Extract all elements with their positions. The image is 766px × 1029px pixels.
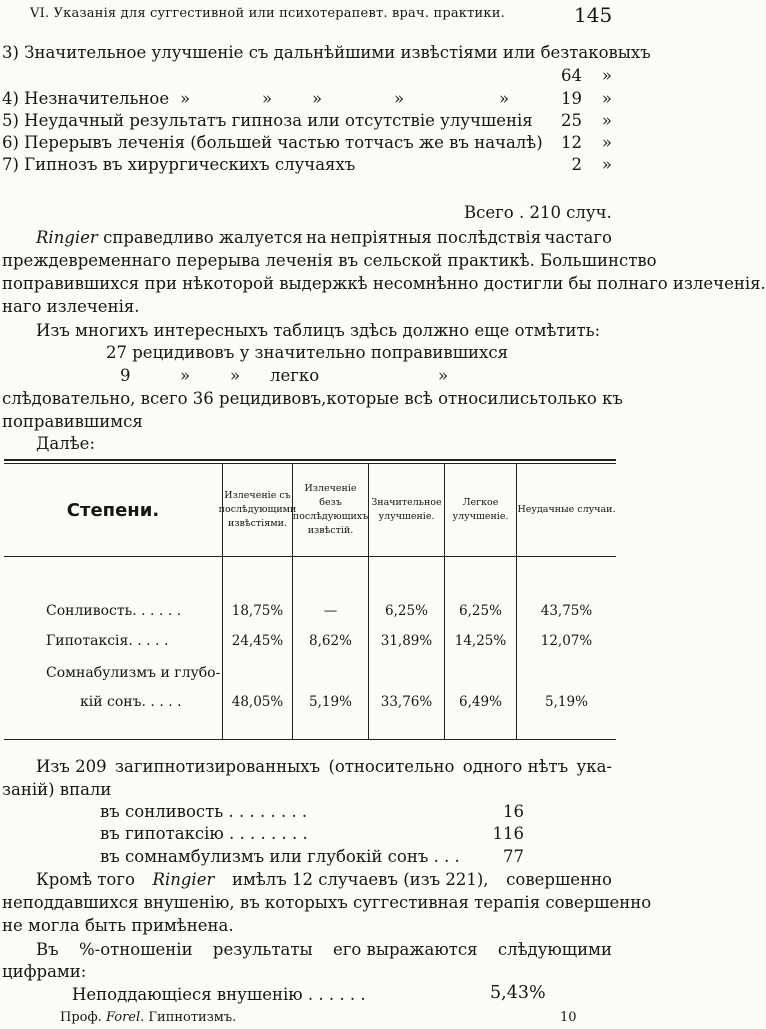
list-item-4: 4) Незначительное » » » » » 19 » [2, 89, 612, 108]
summary-count: 77 [503, 847, 524, 866]
list-item-6: 6) Перерывъ леченія (большей частью тотчасъ же въ началѣ) 12 » [2, 133, 612, 152]
list-item-7: 7) Гипнозъ въ хирургическихъ случаяхъ 2 » [2, 155, 612, 174]
further-label: Далѣе: [36, 434, 96, 453]
table-col-header: Неудачные случаи. [517, 504, 616, 515]
paragraph-2: Изъ многихъ интересныхъ таблицъ здѣсь должно еще отмѣтить: [36, 321, 601, 340]
paragraph-5-line1: Кромѣ того Ringier имѣлъ 12 случаевъ (изъ 221), совершенно [36, 870, 612, 889]
paragraph-6-line1: Въ %-отношеніи результаты его выражаются слѣдующими [36, 940, 612, 959]
paragraph-4-line1: Изъ 209 загипнотизированныхъ (относительно одного нѣтъ ука- [36, 757, 612, 776]
table-top-rule [4, 459, 616, 461]
count: 19 [561, 89, 582, 108]
list-item-5: 5) Неудачный результатъ гипноза или отсутствіе улучшенія 25 » [2, 111, 612, 130]
summary-count: 16 [503, 802, 524, 821]
count: 25 [561, 111, 582, 130]
table-cell: 43,75% [540, 603, 593, 619]
paragraph-3-line2: поправившимся [2, 412, 143, 431]
count: 12 [561, 133, 582, 152]
table-cell: — [323, 603, 338, 619]
table-cell: 6,49% [459, 694, 502, 710]
summary-count: 116 [492, 824, 524, 843]
paragraph-3-line1: слѣдовательно, всего 36 рецидивовъ, которые всѣ относились только къ [2, 389, 623, 408]
table-cell: 6,25% [385, 603, 428, 619]
final-line: Неподдающіеся внушенію . . . . . . [72, 985, 366, 1004]
paragraph-1-line1: Ringier справедливо жалуется на непріятныя послѣдствія частаго [36, 228, 612, 247]
paragraph-1-line3: поправившихся при нѣкоторой выдержкѣ несомнѣнно достигли бы полнаго излеченія. [2, 274, 766, 293]
table-row-label: Гипотаксія. . . . . [46, 633, 169, 649]
paragraph-6-line2: цифрами: [2, 962, 87, 981]
total-line: Всего . 210 случ. [464, 203, 612, 222]
table-cell: 6,25% [459, 603, 502, 619]
table-col-header: Значительное улучшеніе. [371, 497, 442, 522]
table-cell: 48,05% [231, 694, 284, 710]
table-header-rule [4, 556, 616, 557]
paragraph-5-line3: не могла быть примѣнена. [2, 916, 234, 935]
table-cell: 8,62% [309, 633, 352, 649]
table-cell: 33,76% [380, 694, 433, 710]
summary-item: въ сонливость . . . . . . . . [100, 802, 308, 821]
summary-item: въ сомнамбулизмъ или глубокій сонъ . . . [100, 847, 460, 866]
table-col-header: Излеченіе безъ послѣдующихъ извѣстій. [292, 483, 369, 536]
paragraph-5-line2: неподдавшихся внушенію, въ которыхъ суггестивная терапія совершенно [2, 893, 652, 912]
table-row-label-line2: кій сонъ. . . . . [80, 694, 182, 710]
table-cell: 12,07% [540, 633, 593, 649]
paragraph-1-line4: наго излеченія. [2, 297, 140, 316]
table-header-degree: Степени. [66, 499, 160, 521]
table-col-header: Излеченіе съ послѣдующими извѣстіями. [218, 490, 297, 529]
table-col-header: Легкое улучшеніе. [452, 497, 509, 522]
table-cell: 14,25% [454, 633, 507, 649]
relapse-line-2: 9 » » легко » [120, 366, 449, 385]
table-row-label-line1: Сомнабулизмъ и глубо- [46, 665, 221, 681]
paragraph-4-line2: заній) впали [2, 780, 112, 799]
summary-item: въ гипотаксію . . . . . . . . [100, 824, 308, 843]
final-value: 5,43% [490, 983, 546, 1003]
running-header: VI. Указанія для суггестивной или психотерапевт. врач. практики. [30, 6, 505, 21]
list-item-3-line2: 64 » [561, 66, 612, 85]
table-cell: 5,19% [545, 694, 588, 710]
table-row-label: Сонливость. . . . . . [46, 603, 182, 619]
list-item-3-line1: 3) Значительное улучшеніе съ дальнѣйшими извѣстіями или без таковыхъ [2, 43, 651, 62]
table-bottom-rule [4, 739, 616, 740]
relapse-line-1: 27 рецидивовъ у значительно поправившихся [106, 343, 509, 362]
table-cell: 18,75% [231, 603, 284, 619]
table-cell: 5,19% [309, 694, 352, 710]
table-cell: 31,89% [380, 633, 433, 649]
count: 2 [571, 155, 582, 174]
table-cell: 24,45% [231, 633, 284, 649]
count: 64 [561, 66, 582, 85]
footer-author: Проф. Forel. Гипнотизмъ. [60, 1010, 237, 1025]
signature-number: 10 [560, 1010, 577, 1025]
paragraph-1-line2: преждевременнаго перерыва леченія въ сельской практикѣ. Большинство [2, 251, 657, 270]
page-number: 145 [574, 3, 613, 27]
